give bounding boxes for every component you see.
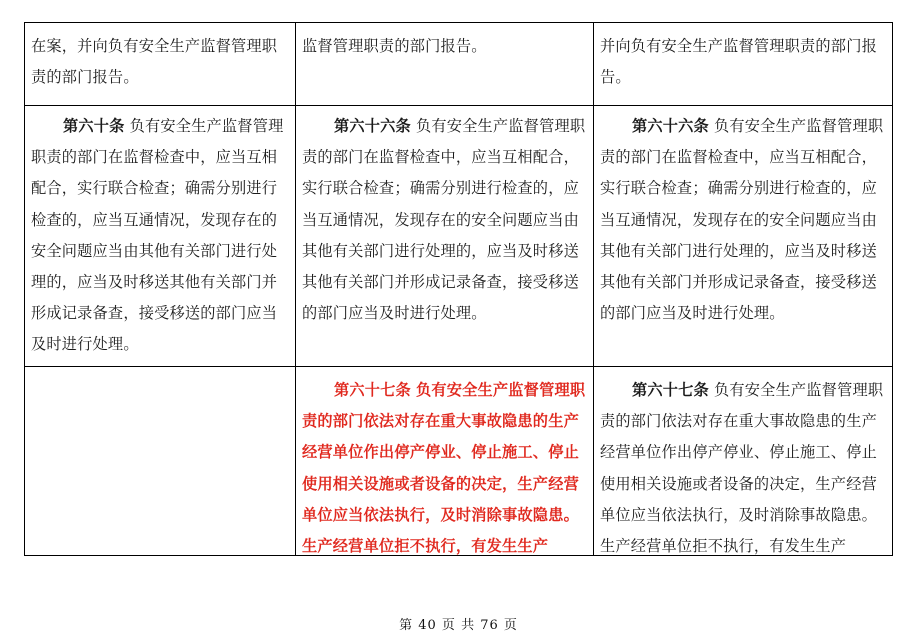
clause-text-highlighted: 负有安全生产监督管理职责的部门依法对存在重大事故隐患的生产经营单位作出停产停业、停止施工、停止使用相关设施或者设备的决定，生产经营单位应当依法执行，及时消除事故隐患。生产经营单位拒不执行，有发生生产 bbox=[302, 381, 586, 555]
cell-new-law bbox=[594, 23, 893, 106]
page-footer: 第 40 页 共 76 页 bbox=[399, 618, 518, 633]
article-number-highlighted: 第六十七条 bbox=[334, 381, 411, 399]
article-number: 第六十七条 bbox=[632, 381, 709, 399]
clause-text: 在案，并向负有安全生产监督管理职责的部门报告。 bbox=[31, 37, 278, 87]
article-number: 第六十六条 bbox=[334, 117, 411, 135]
cell-old-law bbox=[25, 23, 296, 106]
article-number: 第六十条 bbox=[63, 117, 125, 135]
table-row bbox=[25, 23, 893, 106]
table-row bbox=[25, 367, 893, 556]
comparison-table bbox=[24, 22, 893, 556]
article-number: 第六十六条 bbox=[632, 117, 709, 135]
clause-text: 负有安全生产监督管理职责的部门在监督检查中，应当互相配合，实行联合检查；确需分别进行检查的，应当互通情况，发现存在的安全问题应当由其他有关部门进行处理的，应当及时移送其他有关部门并形成记录备查，接受移送的部门应当及时进行处理。 bbox=[302, 117, 586, 323]
cell-new-law bbox=[594, 106, 893, 367]
clause-text: 负有安全生产监督管理职责的部门依法对存在重大事故隐患的生产经营单位作出停产停业、停止施工、停止使用相关设施或者设备的决定，生产经营单位应当依法执行，及时消除事故隐患。生产经营单位拒不执行，有发生生产 bbox=[600, 381, 884, 555]
clause-text: 负有安全生产监督管理职责的部门在监督检查中，应当互相配合，实行联合检查；确需分别进行检查的，应当互通情况，发现存在的安全问题应当由其他有关部门进行处理的，应当及时移送其他有关部门并形成记录备查，接受移送的部门应当及时进行处理。 bbox=[600, 117, 884, 323]
clause-container bbox=[302, 375, 587, 555]
cell-old-law bbox=[25, 367, 296, 556]
cell-old-law bbox=[25, 106, 296, 367]
cell-draft bbox=[296, 367, 594, 556]
cell-new-law bbox=[594, 367, 893, 556]
clause-text: 监督管理职责的部门报告。 bbox=[302, 37, 487, 55]
table-row bbox=[25, 106, 893, 367]
cell-draft bbox=[296, 106, 594, 367]
clause-text: 并向负有安全生产监督管理职责的部门报告。 bbox=[600, 37, 877, 87]
clause-text: 负有安全生产监督管理职责的部门在监督检查中，应当互相配合，实行联合检查；确需分别进行检查的，应当互通情况，发现存在的安全问题应当由其他有关部门进行处理的，应当及时移送其他有关部门并形成记录备查，接受移送的部门应当及时进行处理。 bbox=[31, 117, 284, 354]
cell-draft bbox=[296, 23, 594, 106]
clause-container bbox=[600, 375, 886, 555]
